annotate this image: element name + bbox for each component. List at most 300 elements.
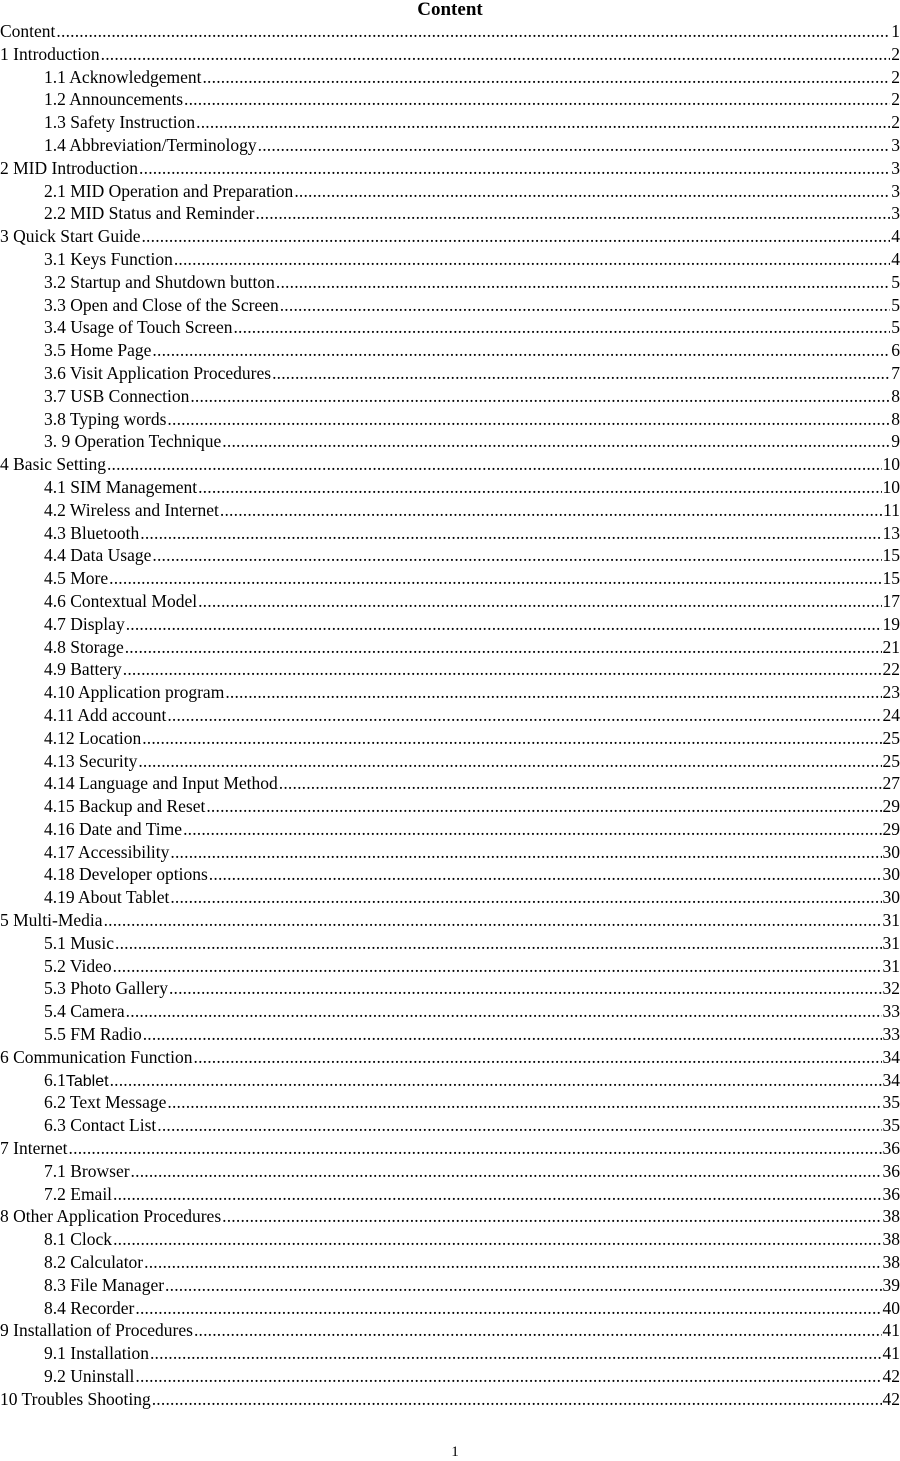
dot-leader bbox=[123, 658, 882, 681]
toc-page-number: 3 bbox=[891, 134, 900, 155]
toc-entry-label bbox=[44, 681, 224, 704]
toc-entry-label bbox=[44, 1023, 142, 1046]
toc-page-number: 30 bbox=[882, 864, 900, 885]
toc-entry-label bbox=[44, 476, 197, 499]
dot-leader bbox=[202, 66, 890, 89]
toc-page-number: 1 bbox=[891, 21, 900, 41]
toc-page-number: 3 bbox=[891, 157, 900, 178]
table-of-contents bbox=[0, 20, 900, 1411]
toc-page-number: 5 bbox=[891, 317, 900, 338]
toc-entry-label bbox=[44, 704, 166, 727]
dot-leader bbox=[113, 1228, 881, 1251]
toc-entry-label bbox=[44, 202, 254, 225]
toc-subentry[interactable] bbox=[0, 932, 900, 955]
toc-entry-label bbox=[44, 1000, 125, 1023]
dot-leader bbox=[294, 180, 890, 203]
toc-entry-label bbox=[44, 863, 208, 886]
dot-leader bbox=[194, 1319, 882, 1342]
toc-entry-label bbox=[44, 727, 141, 750]
toc-page-number: 42 bbox=[882, 1388, 900, 1409]
toc-page-number: 35 bbox=[882, 1092, 900, 1113]
dot-leader bbox=[113, 1183, 881, 1206]
toc-page-number: 13 bbox=[882, 522, 900, 543]
toc-entry-text: 1.4 Abbreviation/Terminology bbox=[44, 134, 257, 155]
toc-subentry[interactable] bbox=[0, 1365, 900, 1388]
dot-leader bbox=[110, 1069, 882, 1092]
toc-page-number: 2 bbox=[891, 43, 900, 64]
toc-entry-text: 4.2 Wireless and Internet bbox=[44, 499, 219, 520]
toc-entry-text-suffix: Tablet bbox=[65, 1072, 109, 1090]
toc-subentry[interactable] bbox=[0, 1000, 900, 1023]
toc-entry-label bbox=[0, 1319, 193, 1342]
toc-subentry[interactable] bbox=[0, 1091, 900, 1114]
dot-leader bbox=[167, 1091, 881, 1114]
toc-entry-text: 4.17 Accessibility bbox=[44, 841, 170, 862]
toc-entry-label bbox=[44, 271, 275, 294]
toc-entry[interactable] bbox=[0, 453, 900, 476]
toc-entry-label bbox=[44, 955, 112, 978]
toc-page-number: 35 bbox=[882, 1115, 900, 1136]
toc-entry-label bbox=[44, 248, 173, 271]
toc-subentry[interactable] bbox=[0, 681, 900, 704]
toc-entry-label bbox=[44, 590, 197, 613]
dot-leader bbox=[150, 1342, 882, 1365]
toc-page-number: 31 bbox=[882, 955, 900, 976]
toc-page-number: 41 bbox=[882, 1343, 900, 1364]
toc-subentry[interactable] bbox=[0, 271, 900, 294]
toc-entry[interactable] bbox=[0, 225, 900, 248]
toc-entry-text: 5 Multi-Media bbox=[0, 910, 103, 931]
toc-subentry[interactable] bbox=[0, 727, 900, 750]
dot-leader bbox=[131, 1160, 882, 1183]
toc-entry[interactable] bbox=[0, 909, 900, 932]
toc-entry-text: 3.1 Keys Function bbox=[44, 248, 173, 269]
dot-leader bbox=[152, 544, 881, 567]
dot-leader bbox=[167, 408, 890, 431]
toc-entry[interactable] bbox=[0, 20, 900, 43]
toc-entry-label bbox=[44, 567, 108, 590]
toc-subentry[interactable] bbox=[0, 658, 900, 681]
dot-leader bbox=[104, 909, 882, 932]
toc-entry-text: 8.3 File Manager bbox=[44, 1274, 165, 1295]
toc-entry-text: 5.5 FM Radio bbox=[44, 1024, 142, 1045]
toc-entry-label bbox=[0, 157, 138, 180]
toc-subentry[interactable] bbox=[0, 567, 900, 590]
toc-subentry[interactable] bbox=[0, 430, 900, 453]
dot-leader bbox=[109, 567, 881, 590]
toc-entry-text: 5.3 Photo Gallery bbox=[44, 978, 168, 999]
toc-subentry[interactable] bbox=[0, 886, 900, 909]
toc-entry-text: 8.1 Clock bbox=[44, 1229, 113, 1250]
toc-page-number: 3 bbox=[891, 180, 900, 201]
toc-page-number: 34 bbox=[882, 1046, 900, 1067]
dot-leader bbox=[138, 750, 881, 773]
dot-leader bbox=[170, 841, 881, 864]
toc-entry-text: 8 Other Application Procedures bbox=[0, 1206, 222, 1227]
toc-entry-label bbox=[44, 1183, 112, 1206]
page-title: Content bbox=[417, 0, 483, 20]
toc-entry-text: 4.19 About Tablet bbox=[44, 887, 170, 908]
dot-leader bbox=[152, 1388, 882, 1411]
toc-entry-text: 9.2 Uninstall bbox=[44, 1366, 135, 1387]
toc-entry-text: 1.3 Safety Instruction bbox=[44, 112, 196, 133]
toc-entry-text: 2 MID Introduction bbox=[0, 157, 139, 178]
toc-entry[interactable] bbox=[0, 1137, 900, 1160]
toc-entry-text: 4.4 Data Usage bbox=[44, 545, 152, 566]
toc-entry-text: 3.6 Visit Application Procedures bbox=[44, 362, 272, 383]
toc-subentry[interactable] bbox=[0, 1274, 900, 1297]
toc-subentry[interactable] bbox=[0, 772, 900, 795]
toc-subentry[interactable] bbox=[0, 1228, 900, 1251]
toc-page-number: 32 bbox=[882, 978, 900, 999]
toc-page-number: 4 bbox=[891, 248, 900, 269]
toc-subentry[interactable] bbox=[0, 1342, 900, 1365]
toc-entry-text: 7.2 Email bbox=[44, 1183, 113, 1204]
toc-entry[interactable] bbox=[0, 1388, 900, 1411]
toc-page-number: 39 bbox=[882, 1274, 900, 1295]
toc-entry-text: 5.1 Music bbox=[44, 932, 114, 953]
toc-entry[interactable] bbox=[0, 1046, 900, 1069]
toc-entry-label bbox=[44, 544, 151, 567]
toc-entry-text: 5.4 Camera bbox=[44, 1001, 125, 1022]
toc-entry-text: 4.18 Developer options bbox=[44, 864, 208, 885]
toc-page-number: 5 bbox=[891, 271, 900, 292]
toc-subentry[interactable] bbox=[0, 385, 900, 408]
toc-entry-label bbox=[44, 932, 114, 955]
toc-entry-label bbox=[0, 453, 106, 476]
toc-page-number: 11 bbox=[883, 499, 900, 520]
toc-subentry[interactable] bbox=[0, 294, 900, 317]
dot-leader bbox=[139, 157, 890, 180]
toc-entry-text: 4.9 Battery bbox=[44, 659, 122, 680]
toc-subentry[interactable] bbox=[0, 1297, 900, 1320]
toc-subentry[interactable] bbox=[0, 1114, 900, 1137]
dot-leader bbox=[190, 385, 890, 408]
toc-subentry[interactable] bbox=[0, 955, 900, 978]
toc-page-number: 15 bbox=[882, 545, 900, 566]
toc-subentry[interactable] bbox=[0, 111, 900, 134]
toc-entry-label bbox=[44, 1342, 149, 1365]
toc-page-number: 41 bbox=[882, 1320, 900, 1341]
toc-subentry[interactable] bbox=[0, 408, 900, 431]
toc-page-number: 33 bbox=[882, 1001, 900, 1022]
toc-entry-text: 3.8 Typing words bbox=[44, 408, 167, 429]
dot-leader bbox=[170, 886, 881, 909]
toc-entry-label bbox=[44, 841, 169, 864]
dot-leader bbox=[152, 339, 890, 362]
toc-subentry[interactable] bbox=[0, 704, 900, 727]
toc-subentry[interactable] bbox=[0, 750, 900, 773]
toc-entry-text: 3.7 USB Connection bbox=[44, 385, 190, 406]
toc-page-number: 38 bbox=[882, 1252, 900, 1273]
toc-entry-label bbox=[0, 909, 103, 932]
dot-leader bbox=[126, 613, 882, 636]
toc-subentry[interactable] bbox=[0, 636, 900, 659]
toc-entry-label bbox=[44, 977, 168, 1000]
toc-entry-label bbox=[44, 795, 205, 818]
toc-subentry[interactable] bbox=[0, 590, 900, 613]
dot-leader bbox=[198, 476, 881, 499]
toc-page-number: 2 bbox=[891, 89, 900, 110]
toc-page-number: 2 bbox=[891, 112, 900, 133]
toc-page-number: 33 bbox=[882, 1024, 900, 1045]
toc-entry-label bbox=[0, 225, 140, 248]
toc-page-number: 22 bbox=[882, 659, 900, 680]
toc-entry-label bbox=[44, 111, 195, 134]
toc-entry-label bbox=[44, 66, 201, 89]
toc-page-number: 38 bbox=[882, 1229, 900, 1250]
toc-page-number: 15 bbox=[882, 568, 900, 589]
dot-leader bbox=[279, 772, 882, 795]
toc-entry-label bbox=[44, 316, 232, 339]
toc-entry-text: 5.2 Video bbox=[44, 955, 112, 976]
toc-page-number: 27 bbox=[882, 773, 900, 794]
toc-entry[interactable] bbox=[0, 157, 900, 180]
dot-leader bbox=[167, 704, 881, 727]
toc-page-number: 34 bbox=[882, 1069, 900, 1090]
toc-entry-label bbox=[44, 1274, 164, 1297]
toc-entry-label bbox=[44, 294, 279, 317]
toc-entry-label bbox=[0, 43, 100, 66]
dot-leader bbox=[198, 590, 881, 613]
toc-entry-label bbox=[44, 180, 293, 203]
toc-subentry[interactable] bbox=[0, 362, 900, 385]
toc-entry-label bbox=[44, 430, 221, 453]
dot-leader bbox=[196, 111, 890, 134]
toc-page-number: 17 bbox=[882, 590, 900, 611]
dot-leader bbox=[258, 134, 891, 157]
toc-entry-label bbox=[0, 1046, 193, 1069]
toc-page-number: 3 bbox=[891, 203, 900, 224]
toc-subentry[interactable] bbox=[0, 1183, 900, 1206]
dot-leader bbox=[101, 43, 891, 66]
toc-page-number: 4 bbox=[891, 226, 900, 247]
toc-entry-text: 3.4 Usage of Touch Screen bbox=[44, 317, 233, 338]
toc-entry-label bbox=[0, 20, 55, 43]
dot-leader bbox=[280, 294, 891, 317]
dot-leader bbox=[222, 430, 890, 453]
toc-entry[interactable] bbox=[0, 1319, 900, 1342]
toc-page-number: 10 bbox=[882, 476, 900, 497]
dot-leader bbox=[141, 225, 890, 248]
toc-page-number: 25 bbox=[882, 750, 900, 771]
toc-entry[interactable] bbox=[0, 43, 900, 66]
toc-page-number: 36 bbox=[882, 1183, 900, 1204]
toc-entry-label bbox=[44, 1251, 143, 1274]
toc-page-number: 31 bbox=[882, 910, 900, 931]
toc-entry-text: 4.14 Language and Input Method bbox=[44, 773, 278, 794]
dot-leader bbox=[233, 316, 890, 339]
toc-page-number: 31 bbox=[882, 932, 900, 953]
dot-leader bbox=[135, 1365, 881, 1388]
toc-page-number: 7 bbox=[891, 362, 900, 383]
toc-page-number: 36 bbox=[882, 1138, 900, 1159]
toc-page-number: 29 bbox=[882, 796, 900, 817]
toc-subentry[interactable] bbox=[0, 316, 900, 339]
toc-subentry[interactable] bbox=[0, 522, 900, 545]
dot-leader bbox=[225, 681, 881, 704]
toc-page-number: 9 bbox=[891, 431, 900, 452]
toc-subentry[interactable] bbox=[0, 499, 900, 522]
toc-entry-text: 4.8 Storage bbox=[44, 636, 124, 657]
toc-page-number: 38 bbox=[882, 1206, 900, 1227]
toc-subentry[interactable] bbox=[0, 818, 900, 841]
toc-entry-text: 10 Troubles Shooting bbox=[0, 1388, 151, 1409]
toc-entry-label bbox=[44, 362, 271, 385]
toc-entry-label bbox=[44, 339, 151, 362]
dot-leader bbox=[144, 1251, 881, 1274]
toc-entry-label bbox=[44, 1160, 130, 1183]
toc-subentry[interactable] bbox=[0, 1023, 900, 1046]
dot-leader bbox=[183, 818, 881, 841]
toc-entry-text: 2.2 MID Status and Reminder bbox=[44, 203, 255, 224]
dot-leader bbox=[157, 1114, 881, 1137]
toc-entry-text: 2.1 MID Operation and Preparation bbox=[44, 180, 294, 201]
toc-subentry[interactable] bbox=[0, 248, 900, 271]
dot-leader bbox=[56, 20, 890, 43]
toc-entry-label bbox=[44, 818, 182, 841]
toc-page-number: 36 bbox=[882, 1160, 900, 1181]
toc-entry-text: 8.2 Calculator bbox=[44, 1252, 144, 1273]
toc-subentry[interactable] bbox=[0, 841, 900, 864]
dot-leader bbox=[272, 362, 890, 385]
toc-entry-label bbox=[44, 1091, 166, 1114]
toc-entry-label bbox=[0, 1205, 221, 1228]
toc-subentry[interactable] bbox=[0, 66, 900, 89]
toc-page-number: 2 bbox=[891, 66, 900, 87]
toc-subentry[interactable] bbox=[0, 339, 900, 362]
toc-entry-text: 8.4 Recorder bbox=[44, 1297, 135, 1318]
toc-subentry[interactable] bbox=[0, 544, 900, 567]
toc-entry-label bbox=[44, 750, 137, 773]
toc-subentry[interactable] bbox=[0, 1069, 900, 1092]
toc-entry-label bbox=[44, 886, 169, 909]
toc-entry-label bbox=[44, 772, 278, 795]
toc-entry-label bbox=[44, 1228, 112, 1251]
dot-leader bbox=[107, 453, 882, 476]
toc-entry-text: 7.1 Browser bbox=[44, 1160, 130, 1181]
dot-leader bbox=[276, 271, 890, 294]
toc-entry-text: 3.5 Home Page bbox=[44, 340, 152, 361]
toc-entry-text: 9 Installation of Procedures bbox=[0, 1320, 193, 1341]
toc-subentry[interactable] bbox=[0, 977, 900, 1000]
toc-entry-label bbox=[44, 1069, 109, 1092]
dot-leader bbox=[115, 932, 882, 955]
dot-leader bbox=[165, 1274, 881, 1297]
dot-leader bbox=[135, 1297, 881, 1320]
toc-page-number: 19 bbox=[882, 613, 900, 634]
toc-page-number: 8 bbox=[891, 408, 900, 429]
toc-subentry[interactable] bbox=[0, 795, 900, 818]
toc-page-number: 10 bbox=[882, 454, 900, 475]
toc-subentry[interactable] bbox=[0, 180, 900, 203]
dot-leader bbox=[184, 88, 890, 111]
toc-subentry[interactable] bbox=[0, 476, 900, 499]
toc-page-number: 23 bbox=[882, 682, 900, 703]
toc-entry-label bbox=[0, 1388, 151, 1411]
dot-leader bbox=[126, 1000, 882, 1023]
toc-entry-label bbox=[44, 636, 124, 659]
toc-entry-text: 4.10 Application program bbox=[44, 682, 225, 703]
toc-entry-text: 4.6 Contextual Model bbox=[44, 590, 198, 611]
dot-leader bbox=[209, 863, 882, 886]
toc-entry-label bbox=[44, 522, 139, 545]
dot-leader bbox=[113, 955, 882, 978]
toc-subentry[interactable] bbox=[0, 613, 900, 636]
toc-entry-label bbox=[44, 1114, 156, 1137]
toc-page-number: 42 bbox=[882, 1366, 900, 1387]
toc-entry-label bbox=[44, 408, 166, 431]
toc-entry-text: 6.2 Text Message bbox=[44, 1092, 167, 1113]
toc-entry-text: 4.13 Security bbox=[44, 750, 138, 771]
toc-entry-label bbox=[44, 1297, 134, 1320]
toc-entry-label bbox=[44, 1365, 134, 1388]
dot-leader bbox=[140, 522, 881, 545]
toc-page-number: 40 bbox=[882, 1297, 900, 1318]
toc-entry-text: 3.2 Startup and Shutdown button bbox=[44, 271, 275, 292]
toc-entry-text: 1.2 Announcements bbox=[44, 89, 184, 110]
toc-entry-text: Content bbox=[0, 21, 56, 41]
toc-entry-label bbox=[44, 499, 219, 522]
toc-entry-text: 4.3 Bluetooth bbox=[44, 522, 140, 543]
toc-entry-label bbox=[44, 613, 125, 636]
toc-entry-text: 6.1 bbox=[44, 1069, 66, 1090]
toc-entry-text: 4.16 Date and Time bbox=[44, 818, 183, 839]
toc-entry-text: 4.1 SIM Management bbox=[44, 476, 198, 497]
toc-entry-text: 1 Introduction bbox=[0, 43, 100, 64]
toc-entry-text: 6 Communication Function bbox=[0, 1046, 193, 1067]
toc-entry-text: 7 Internet bbox=[0, 1138, 68, 1159]
toc-entry-text: 4 Basic Setting bbox=[0, 454, 106, 475]
toc-page-number: 8 bbox=[891, 385, 900, 406]
dot-leader bbox=[220, 499, 882, 522]
toc-subentry[interactable] bbox=[0, 1160, 900, 1183]
dot-leader bbox=[69, 1137, 882, 1160]
toc-entry-text: 3. 9 Operation Technique bbox=[44, 431, 222, 452]
toc-entry-label bbox=[44, 134, 257, 157]
dot-leader bbox=[206, 795, 881, 818]
toc-entry-text: 4.15 Backup and Reset bbox=[44, 796, 206, 817]
dot-leader bbox=[143, 1023, 882, 1046]
toc-entry-label bbox=[44, 658, 122, 681]
toc-page-number: 21 bbox=[882, 636, 900, 657]
dot-leader bbox=[142, 727, 881, 750]
toc-subentry[interactable] bbox=[0, 88, 900, 111]
toc-page-number: 24 bbox=[882, 704, 900, 725]
toc-entry[interactable] bbox=[0, 1205, 900, 1228]
dot-leader bbox=[125, 636, 882, 659]
toc-entry-text: 6.3 Contact List bbox=[44, 1115, 157, 1136]
toc-page-number: 30 bbox=[882, 887, 900, 908]
toc-subentry[interactable] bbox=[0, 1251, 900, 1274]
toc-entry-label bbox=[44, 88, 183, 111]
toc-entry-text: 4.5 More bbox=[44, 568, 109, 589]
dot-leader bbox=[222, 1205, 881, 1228]
toc-page-number: 30 bbox=[882, 841, 900, 862]
toc-entry-text: 1.1 Acknowledgement bbox=[44, 66, 202, 87]
toc-entry-text: 3.3 Open and Close of the Screen bbox=[44, 294, 279, 315]
toc-subentry[interactable] bbox=[0, 134, 900, 157]
toc-subentry[interactable] bbox=[0, 202, 900, 225]
dot-leader bbox=[174, 248, 890, 271]
toc-entry-text: 9.1 Installation bbox=[44, 1343, 149, 1364]
toc-page-number: 29 bbox=[882, 818, 900, 839]
toc-subentry[interactable] bbox=[0, 863, 900, 886]
dot-leader bbox=[255, 202, 890, 225]
toc-page-number: 6 bbox=[891, 340, 900, 361]
toc-page-number: 5 bbox=[891, 294, 900, 315]
toc-page-number: 25 bbox=[882, 727, 900, 748]
